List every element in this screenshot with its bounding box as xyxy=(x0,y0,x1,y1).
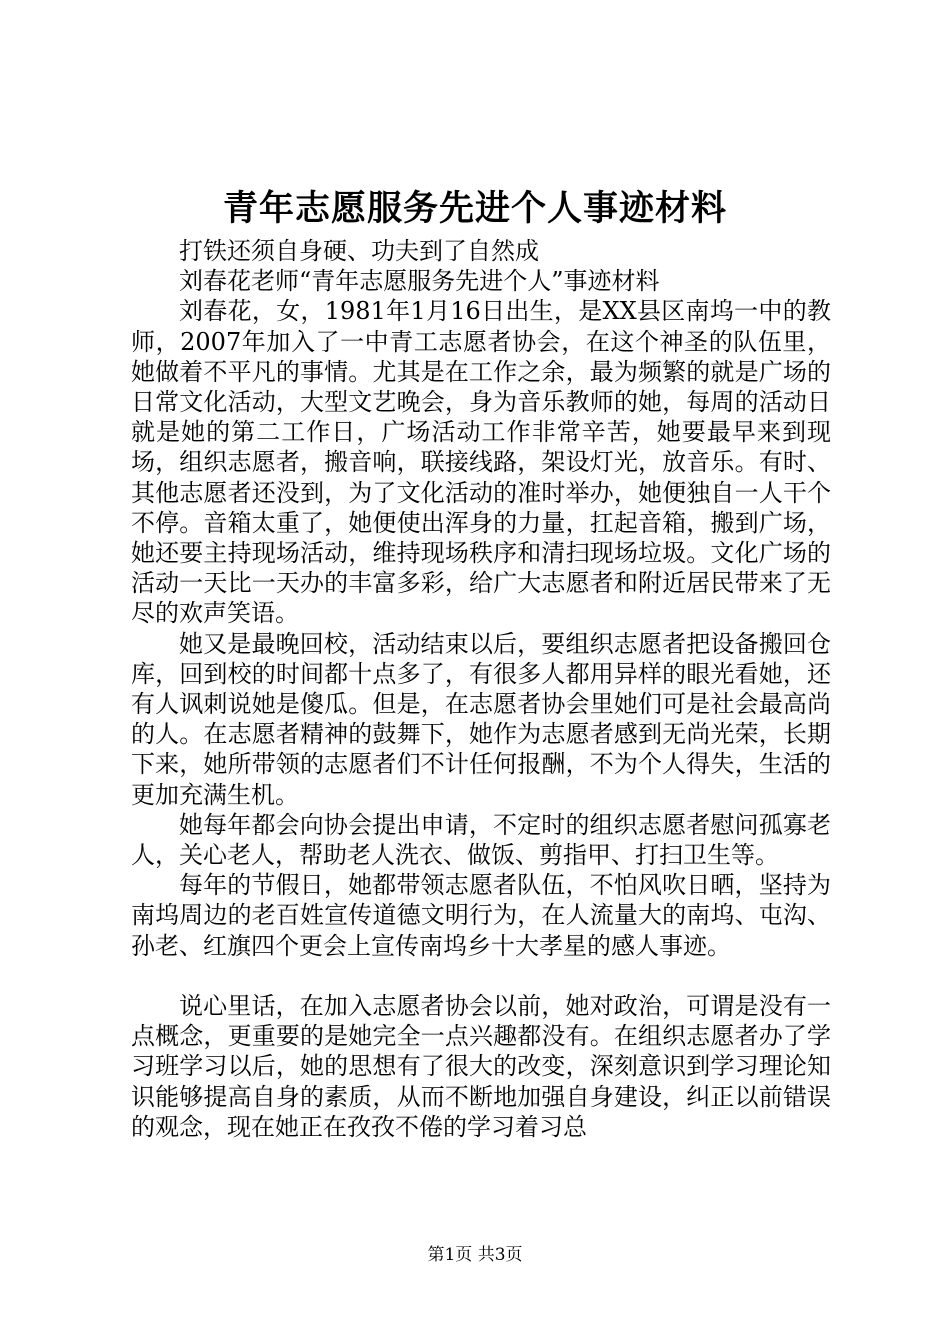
body-paragraph: 说心里话，在加入志愿者协会以前，她对政治，可谓是没有一点概念，更重要的是她完全一点兴趣都没有。在组织志愿者办了学习班学习以后，她的思想有了很大的改变，深刻意识到学习理论知识能够提高自身的素质，从而不断地加强自身建设，纠正以前错误的观念，现在她正在孜孜不倦的学习着习总 xyxy=(131,992,831,1141)
subtitle-line: 刘春花老师“青年志愿服务先进个人”事迹材料 xyxy=(179,267,660,296)
document-title: 青年志愿服务先进个人事迹材料 xyxy=(222,188,727,229)
paragraph-spacer xyxy=(131,961,831,991)
document-body xyxy=(131,236,831,1142)
motto-line: 打铁还须自身硬、功夫到了自然成 xyxy=(179,237,539,265)
body-paragraph: 她又是最晚回校，活动结束以后，要组织志愿者把设备搬回仓库，回到校的时间都十点多了，有很多人都用异样的眼光看她，还有人讽刺说她是傻瓜。但是，在志愿者协会里她们可是社会最高尚的人。在志愿者精神的鼓舞下，她作为志愿者感到无尚光荣，长期下来，她所带领的志愿者们不计任何报酬，不为个人得失，生活的更加充满生机。 xyxy=(131,629,831,809)
page-footer: 第1页 共3页 xyxy=(427,1245,523,1265)
body-paragraph: 每年的节假日，她都带领志愿者队伍，不怕风吹日晒，坚持为南坞周边的老百姓宣传道德文明行为，在人流量大的南坞、屯沟、孙老、红旗四个更会上宣传南坞乡十大孝星的感人事迹。 xyxy=(131,871,831,960)
body-paragraph: 刘春花，女，1981年1月16日出生，是XX县区南坞一中的教师，2007年加入了一中青工志愿者协会，在这个神圣的队伍里，她做着不平凡的事情。尤其是在工作之余，最为频繁的就是广场的日常文化活动，大型文艺晚会，身为音乐教师的她，每周的活动日就是她的第二工作日，广场活动工作非常辛苦，她要最早来到现场，组织志愿者，搬音响，联接线路，架设灯光，放音乐。有时、其他志愿者还没到，为了文化活动的准时举办，她便独自一人干个不停。音箱太重了，她便使出浑身的力量，扛起音箱，搬到广场，她还要主持现场活动，维持现场秩序和清扫现场垃圾。文化广场的活动一天比一天办的丰富多彩，给广大志愿者和附近居民带来了无尽的欢声笑语。 xyxy=(131,297,831,628)
body-paragraph: 她每年都会向协会提出申请，不定时的组织志愿者慰问孤寡老人，关心老人，帮助老人洗衣、做饭、剪指甲、打扫卫生等。 xyxy=(131,810,831,870)
